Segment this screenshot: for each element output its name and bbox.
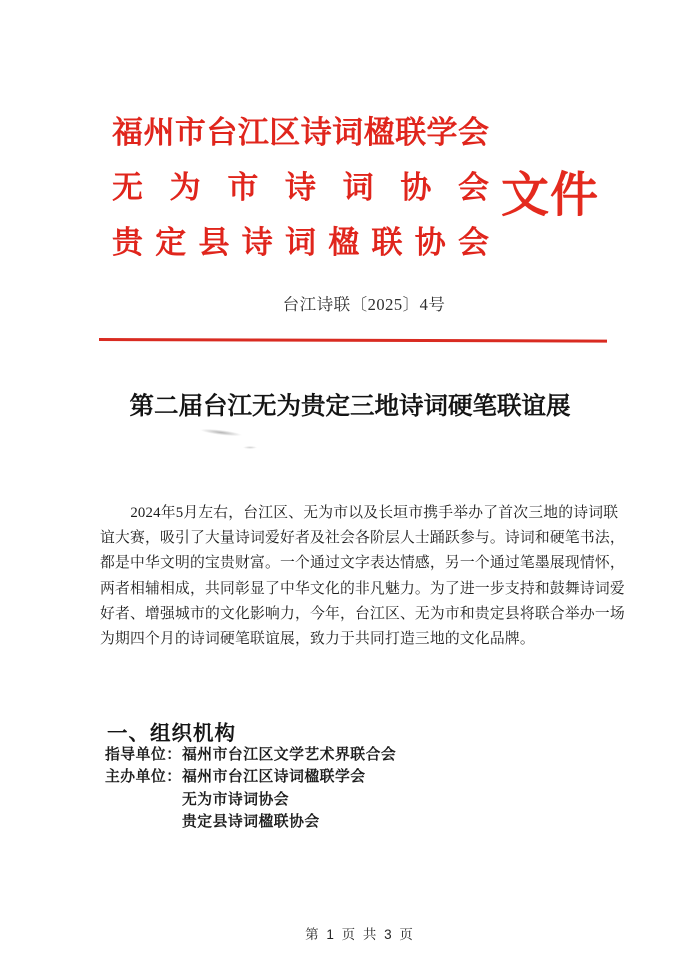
org-row-value: 贵定县诗词楹联协会 (182, 813, 320, 830)
body-line: 都是中华文明的宝贵财富。一个通过文字表达情感，另一个通过笔墨展现情怀， (100, 555, 625, 572)
body-line: 为期四个月的诗词硬笔联谊展，致力于共同打造三地的文化品牌。 (100, 631, 535, 648)
body-line: 2024年5月左右，台江区、无为市以及长垣市携手举办了首次三地的诗词联 (130, 505, 619, 521)
body-line: 两者相辅相成，共同彰显了中华文化的非凡魅力。为了进一步支持和鼓舞诗词爱 (100, 580, 625, 597)
scan-smudge-mark-small (243, 446, 257, 449)
body-line: 好者、增强城市的文化影响力，今年，台江区、无为市和贵定县将联合举办一场 (100, 605, 625, 622)
letterhead-doc-type-label: 文件 (501, 169, 600, 222)
organization-row-guiding-unit (105, 744, 535, 766)
page-number-indicator: 第 1 页 共 3 页 (305, 927, 415, 942)
document-number: 台江诗联〔2025〕4号 (282, 295, 446, 314)
organization-row-host-unit (105, 766, 535, 788)
org-row-value: 福州市台江区文学艺术界联合会 (182, 747, 397, 763)
body-paragraph (100, 501, 625, 652)
org-row-label (105, 811, 182, 833)
org-row-label: 主办单位： (105, 769, 182, 786)
scan-smudge-mark (200, 427, 242, 437)
letterhead-org-block (112, 105, 489, 270)
document-title: 第二届台江无为贵定三地诗词硬笔联谊展 (129, 393, 571, 420)
organization-row-host-unit-3 (105, 811, 535, 833)
letterhead-org-line-3: 贵定县诗词楹联协会 (112, 225, 489, 260)
org-row-label: 指导单位： (105, 747, 182, 763)
letterhead-org-line-1: 福州市台江区诗词楹联学会 (112, 115, 489, 150)
org-row-label (105, 789, 182, 811)
organization-row-host-unit-2 (105, 789, 535, 811)
letterhead-red-rule (99, 338, 607, 343)
organization-list (105, 744, 535, 833)
org-row-value: 无为市诗词协会 (182, 791, 290, 808)
body-line: 谊大赛，吸引了大量诗词爱好者及社会各阶层人士踊跃参与。诗词和硬笔书法， (100, 530, 625, 547)
org-row-value: 福州市台江区诗词楹联学会 (182, 769, 366, 786)
letterhead-org-line-2: 无为市诗词协会 (112, 170, 489, 205)
section-heading-organization: 一、组织机构 (107, 722, 236, 745)
